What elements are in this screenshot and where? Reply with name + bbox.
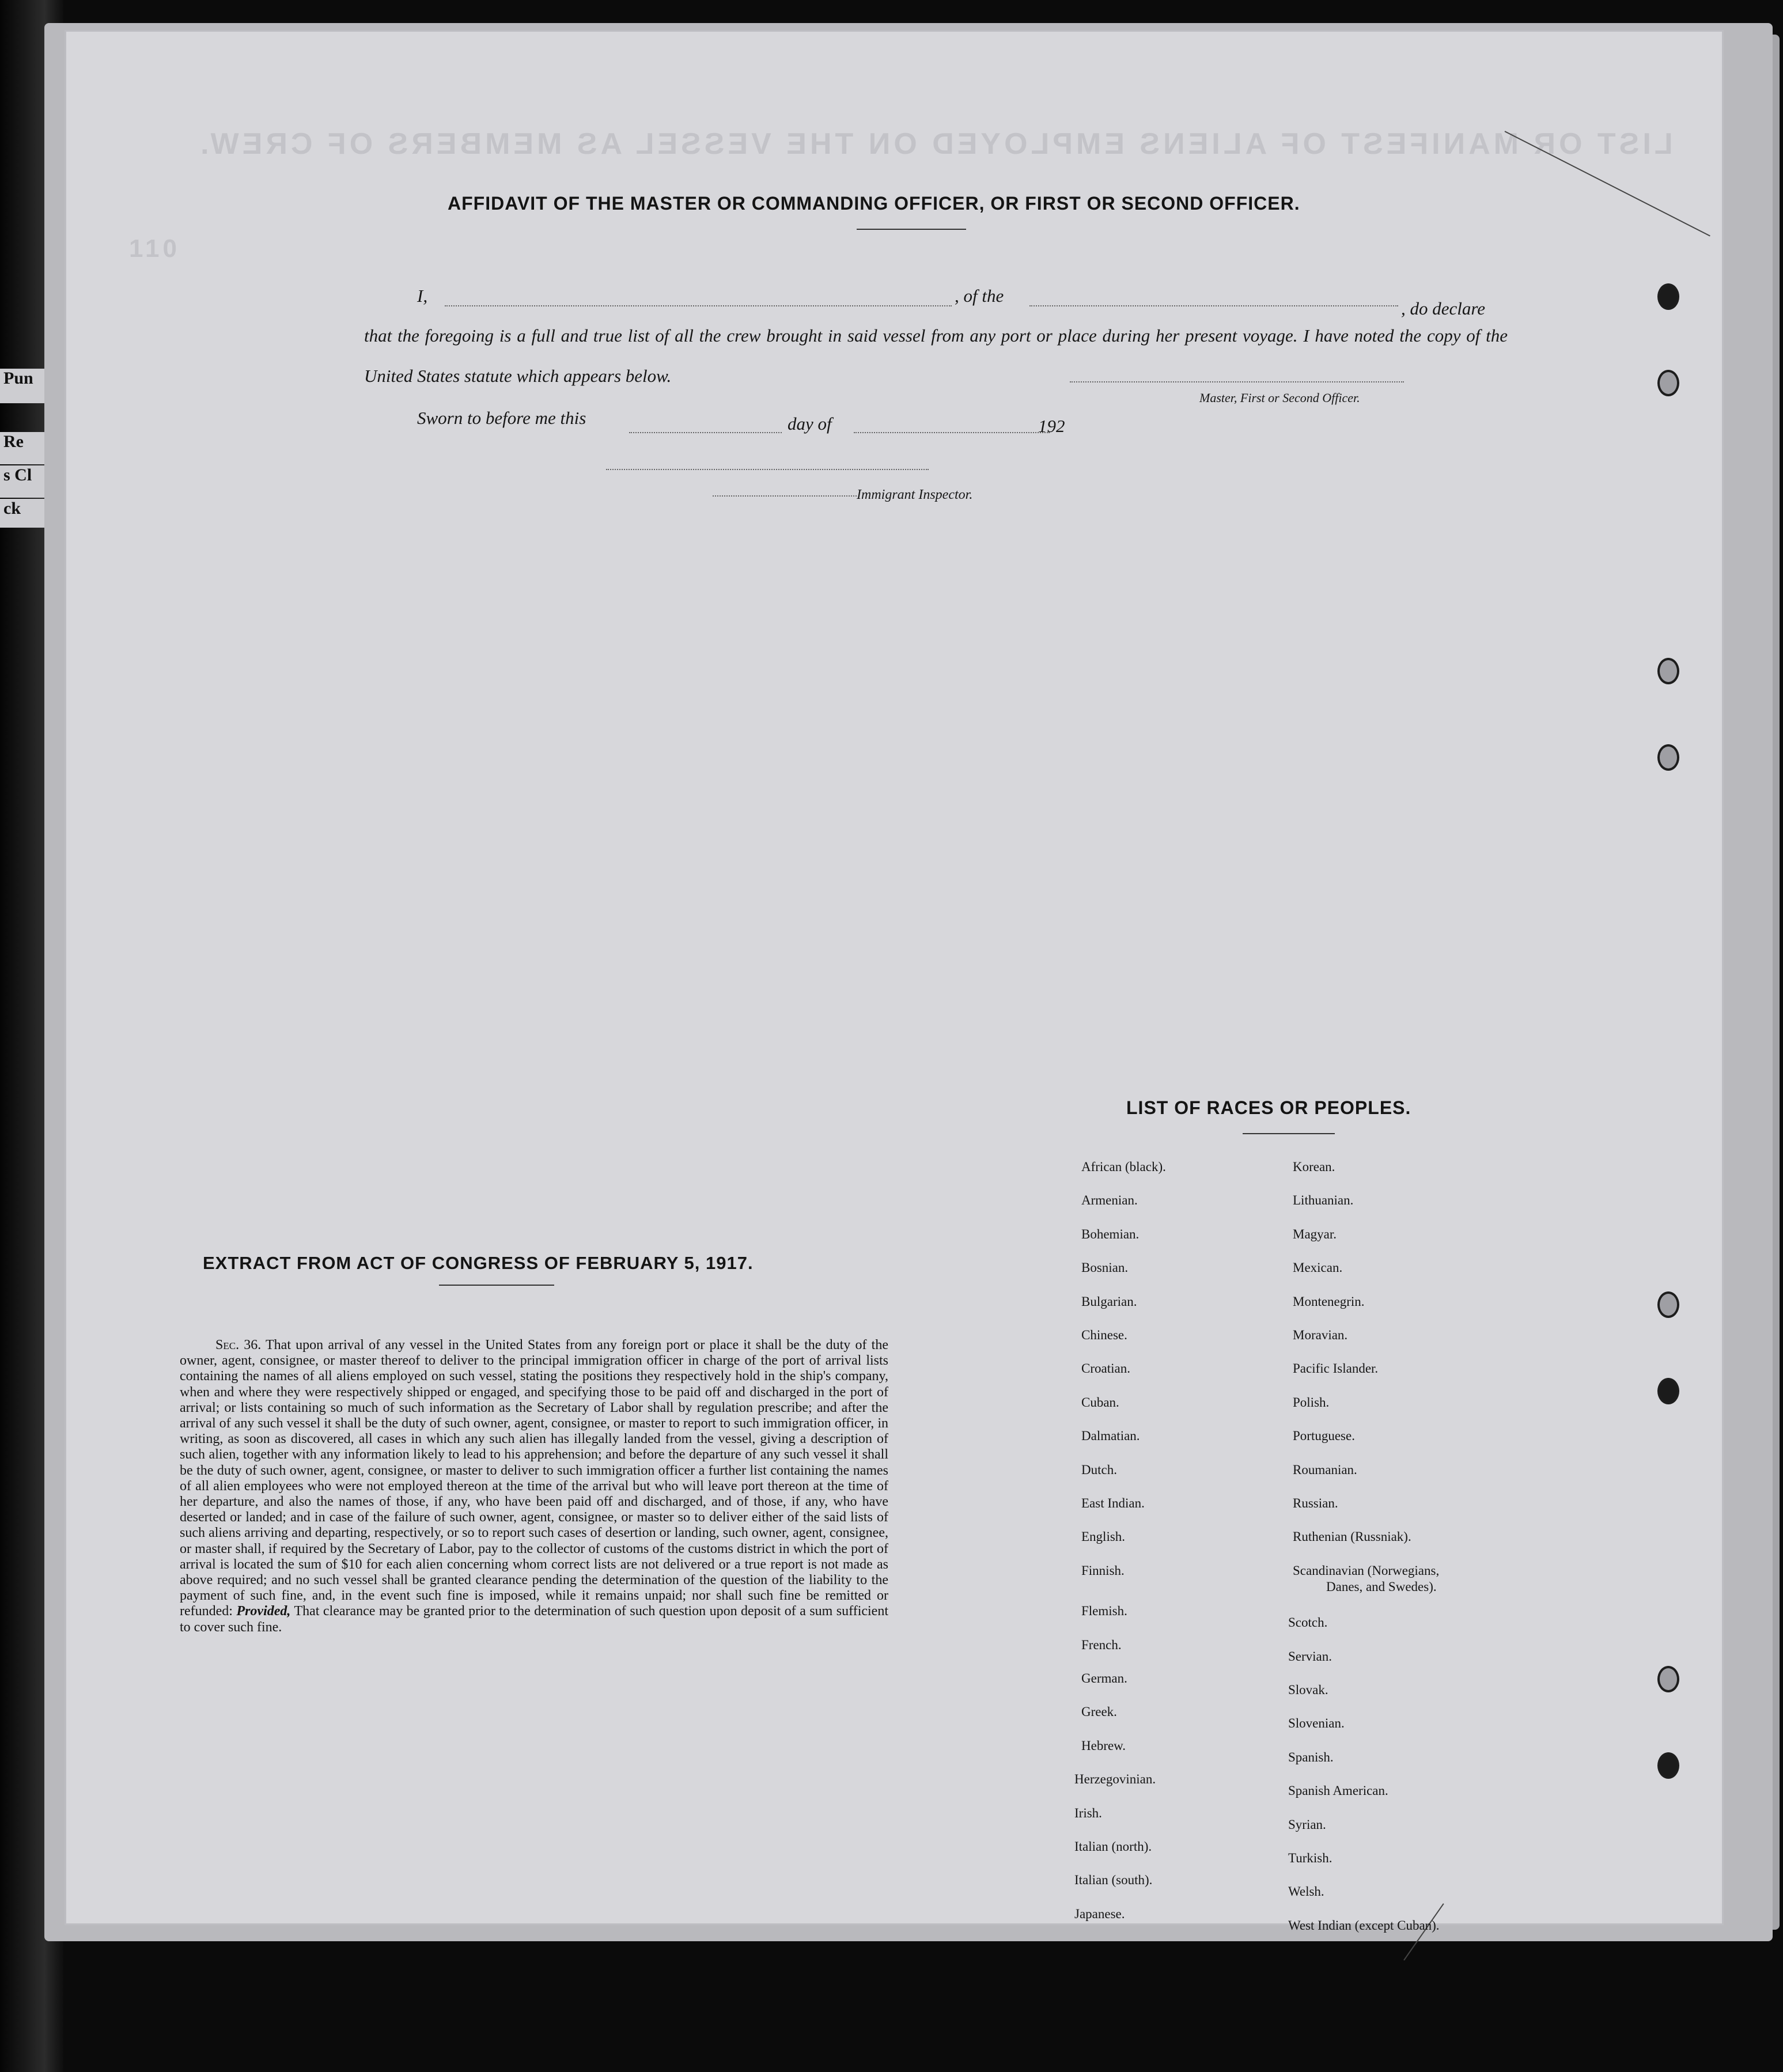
edge-fragment: ck (0, 499, 62, 528)
race-item: Dalmatian. (1081, 1429, 1140, 1444)
race-item: Dutch. (1081, 1462, 1117, 1477)
race-item: Italian (north). (1074, 1839, 1152, 1854)
provided-word: Provided, (236, 1604, 291, 1619)
vessel-blank[interactable] (1029, 305, 1398, 306)
race-item: English. (1081, 1529, 1126, 1544)
edge-fragment: Re (0, 432, 62, 464)
name-blank[interactable] (445, 305, 952, 306)
document-page (65, 30, 1724, 1933)
race-item: French. (1081, 1637, 1122, 1652)
section-label: Sec. 36. (215, 1338, 262, 1353)
binding-hole (1657, 1291, 1679, 1318)
race-item: Hebrew. (1081, 1738, 1126, 1753)
race-item: Welsh. (1288, 1884, 1324, 1899)
race-item: Finnish. (1081, 1563, 1125, 1578)
affidavit-i: I, (417, 286, 428, 306)
affidavit-body: that the foregoing is a full and true list of all the crew brought in said vessel from any port or place during her present voyage. I have noted the copy of the United States statute which appears below. (364, 325, 1508, 386)
race-item: Scandinavian (Norwegians, (1293, 1563, 1440, 1578)
race-item: Polish. (1293, 1395, 1330, 1410)
race-item: Korean. (1293, 1160, 1335, 1174)
binding-hole (1657, 370, 1679, 396)
inspector-signature-blank[interactable] (606, 469, 929, 470)
race-item: Armenian. (1081, 1193, 1138, 1208)
extract-body (180, 1338, 888, 1635)
sworn-year: 192 (1038, 416, 1065, 436)
race-item: Portuguese. (1293, 1429, 1355, 1444)
title-rule (857, 229, 966, 230)
race-item: West Indian (except Cuban). (1288, 1918, 1440, 1933)
signature-blank[interactable] (1070, 381, 1404, 382)
race-item: Cuban. (1081, 1395, 1119, 1410)
binding-hole (1657, 1378, 1679, 1404)
binding-hole (1657, 283, 1679, 310)
race-item: Magyar. (1293, 1226, 1337, 1241)
race-item: Greek. (1081, 1704, 1117, 1719)
sworn-prefix: Sworn to before me this (417, 408, 586, 428)
bleed-through-heading: LIST OR MANIFEST OF ALIENS EMPLOYED ON THE VESSEL AS MEMBERS OF CREW. (197, 127, 1673, 161)
race-item: Scotch. (1288, 1615, 1328, 1630)
inspector-label: Immigrant Inspector. (857, 487, 973, 502)
race-item: Syrian. (1288, 1817, 1326, 1832)
race-item: East Indian. (1081, 1496, 1145, 1510)
race-item: Italian (south). (1074, 1873, 1153, 1888)
race-item: Danes, and Swedes). (1326, 1579, 1437, 1594)
binding-hole (1657, 1752, 1679, 1779)
sworn-date-blank[interactable] (629, 432, 782, 433)
binding-hole (1657, 1666, 1679, 1692)
race-item: Croatian. (1081, 1361, 1130, 1376)
race-item: Bosnian. (1081, 1260, 1129, 1275)
race-item: Flemish. (1081, 1604, 1127, 1619)
race-item: Slovenian. (1288, 1716, 1345, 1731)
race-item: Montenegrin. (1293, 1294, 1365, 1309)
race-item: Turkish. (1288, 1851, 1332, 1865)
race-item: Pacific Islander. (1293, 1361, 1379, 1376)
race-item: Roumanian. (1293, 1462, 1357, 1477)
extract-title: EXTRACT FROM ACT OF CONGRESS OF FEBRUARY 5, 1917. (203, 1253, 754, 1273)
race-item: Japanese. (1074, 1906, 1125, 1921)
race-item: German. (1081, 1671, 1127, 1685)
edge-fragment: Pun (0, 369, 62, 403)
races-rule (1243, 1133, 1335, 1134)
extract-text-end: That clearance may be granted prior to the determination of such question upon deposit of a sum sufficient to cover such fine. (180, 1604, 888, 1635)
race-item: Bulgarian. (1081, 1294, 1137, 1309)
affidavit-title: AFFIDAVIT OF THE MASTER OR COMMANDING OFFICER, OR FIRST OR SECOND OFFICER. (448, 193, 1300, 214)
edge-fragment: s Cl (0, 465, 62, 498)
race-item: Ruthenian (Russniak). (1293, 1529, 1411, 1544)
races-title: LIST OF RACES OR PEOPLES. (1126, 1097, 1411, 1118)
race-item: African (black). (1081, 1160, 1166, 1174)
extract-text: That upon arrival of any vessel in the United States from any foreign port or place it shall be the duty of the owner, agent, consignee, or master thereof to deliver to the principal immigration officer in charge of the port of arrival lists containing the names of all aliens employed on such vessel, stating the positions they respectively hold in the ship's company, when and where they were respectively shipped or engaged, and specifying those to be paid off and discharged in the port of arrival; or lists containing so much of such information as the Secretary of Labor shall by regulation prescribe; and after the arrival of any such vessel it shall be the duty of such owner, agent, consignee, or master to report to such immigration officer, in writing, as soon as discovered, all cases in which any such alien has illegally landed from the vessel, giving a description of such alien, together with any information likely to lead to his apprehension; and before the departure of any such vessel it shall be the duty of such owner, agent, consignee, or master to deliver to such immigration officer a further list containing the names of all alien employees who were not employed thereon at the time of the arrival but who will leave port thereon at the time of her departure, and also the names of those, if any, who have been paid off and discharged, and of those, if any, who have deserted or landed; and in case of the failure of such owner, agent, consignee, or master so to deliver either of the said lists of such aliens arriving and departing, respectively, or so to report such cases of desertion or landing, such owner, agent, consignee, or master shall, if required by the Secretary of Labor, pay to the collector of customs of the customs district in which the port of arrival is located the sum of $10 for each alien concerning whom correct lists are not delivered or a true report is not made as above required; and no such vessel shall be granted clearance pending the determination of the question of the liability to the payment of such fine, and, in the event such fine is imposed, while it remains unpaid; nor shall such fine be remitted or refunded: (180, 1338, 888, 1619)
race-item: Slovak. (1288, 1683, 1328, 1697)
bleed-through-number: 110 (129, 234, 180, 263)
inspector-blank[interactable] (713, 495, 857, 497)
affidavit-of-the: , of the (955, 286, 1004, 306)
race-item: Chinese. (1081, 1328, 1127, 1342)
extract-rule (439, 1285, 554, 1286)
race-item: Mexican. (1293, 1260, 1343, 1275)
race-item: Russian. (1293, 1496, 1338, 1510)
race-item: Irish. (1074, 1805, 1102, 1820)
race-item: Herzegovinian. (1074, 1772, 1156, 1787)
signature-label: Master, First or Second Officer. (1199, 391, 1360, 405)
binding-hole (1657, 744, 1679, 771)
binding-hole (1657, 658, 1679, 684)
race-item: Spanish American. (1288, 1783, 1388, 1798)
race-item: Bohemian. (1081, 1226, 1140, 1241)
race-item: Servian. (1288, 1649, 1332, 1664)
sworn-day-of: day of (788, 414, 832, 434)
race-item: Spanish. (1288, 1749, 1334, 1764)
affidavit-declare: , do declare (1401, 298, 1486, 319)
sworn-month-blank[interactable] (854, 432, 1050, 433)
race-item: Lithuanian. (1293, 1193, 1354, 1208)
race-item: Moravian. (1293, 1328, 1348, 1342)
